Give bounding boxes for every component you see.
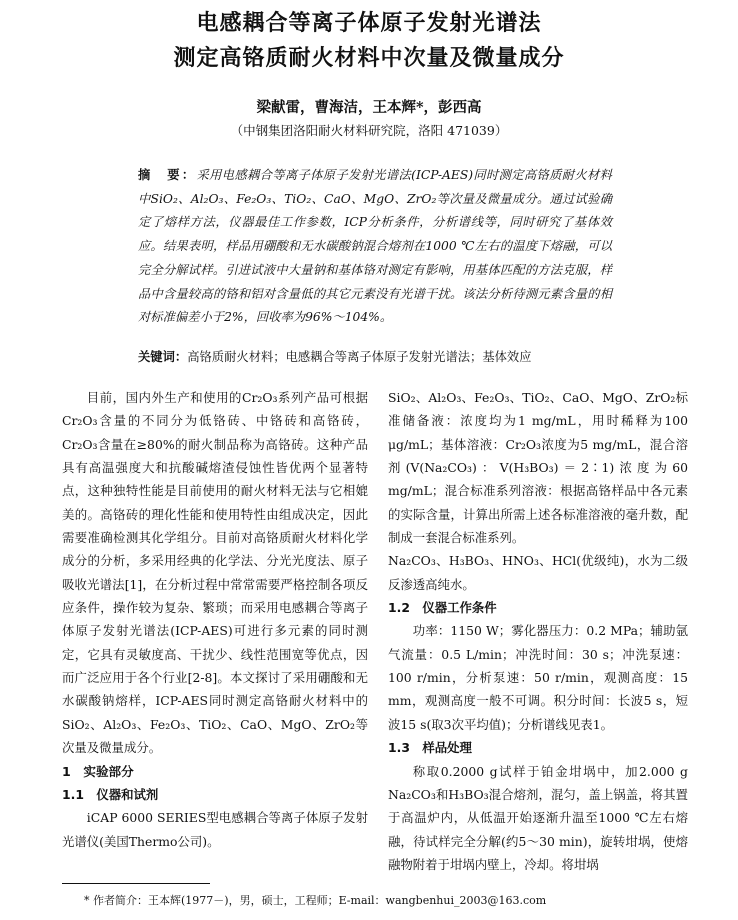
instrument-paragraph: iCAP 6000 SERIES型电感耦合等离子体原子发射光谱仪(美国Thermo公司)。 xyxy=(62,810,368,849)
sample-paragraph: 称取0.2000 g试样于铂金坩埚中，加2.000 g Na₂CO₃和H₃BO₃混合熔剂，混匀，盖上锅盖，将其置于高温炉内，从低温开始逐渐升温至1000 ℃左右熔融，待试样完全分解(约5～30 min)，旋转坩埚，使熔融物附着于坩埚内壁上，冷却。将坩埚 xyxy=(388,763,688,872)
paper-title-line1: 电感耦合等离子体原子发射光谱法 xyxy=(196,11,542,36)
paper-title-line2: 测定高铬质耐火材料中次量及微量成分 xyxy=(173,46,565,71)
keywords-label: 关键词： xyxy=(138,349,188,364)
affiliation: （中钢集团洛阳耐火材料研究院，洛阳 471039） xyxy=(230,123,508,138)
subsection-heading-instruments: 1.1 仪器和试剂 xyxy=(62,786,159,802)
author-footnote: * 作者简介：王本辉(1977－)，男，硕士，工程师；E-mail：wangbenhui_2003@163.com xyxy=(84,894,547,907)
keywords-text: 高铬质耐火材料；电感耦合等离子体原子发射光谱法；基体效应 xyxy=(187,350,532,364)
abstract-label: 摘 要： xyxy=(138,167,197,182)
subsection-heading-conditions: 1.2 仪器工作条件 xyxy=(388,600,497,616)
left-column xyxy=(62,386,368,853)
abstract xyxy=(138,163,612,330)
subsection-heading-sample: 1.3 样品处理 xyxy=(388,740,472,756)
reagents-purity-paragraph: Na₂CO₃、H₃BO₃、HNO₃、HCl(优级纯)，水为二级反渗透高纯水。 xyxy=(388,553,688,592)
author-list: 梁献雷，曹海洁，王本辉*，彭西高 xyxy=(256,99,482,116)
intro-paragraph: 目前，国内外生产和使用的Cr₂O₃系列产品可根据Cr₂O₃含量的不同分为低铬砖、中铬砖和高铬砖，Cr₂O₃含量在≥80%的耐火制品称为高铬砖。这种产品具有高温强度大和抗酸碱熔渣侵蚀性皆优两个显著特点，这种独特性能是目前使用的耐火材料无法与它相媲美的。高铬砖的理化性能和使用特性由组成决定，因此需要准确检测其化学组分。目前对高铬质耐火材料化学成分的分析，多采用经典的化学法、分光光度法、原子吸收光谱法[1]，在分析过程中常常需要严格控制各项反应条件，操作较为复杂、繁琐；而采用电感耦合等离子体原子发射光谱法(ICP-AES)可进行多元素的同时测定，它具有灵敏度高、干扰少、线性范围宽等优点，因而广泛应用于各个行业[2-8]。本文探讨了采用硼酸和无水碳酸钠熔样，ICP-AES同时测定高铬耐火材料中的SiO₂、Al₂O₃、Fe₂O₃、TiO₂、CaO、MgO、ZrO₂等次量及微量成分。 xyxy=(62,390,368,756)
reagents-paragraph: SiO₂、Al₂O₃、Fe₂O₃、TiO₂、CaO、MgO、ZrO₂标准储备液：浓度均为1 mg/mL，用时稀释为100 μg/mL；基体溶液：Cr₂O₃浓度为5 mg/mL，混合溶剂(V(Na₂CO₃)：V(H₃BO₃)＝2∶1)浓度为60 mg/mL；混合标准系列溶液：根据高铬样品中各元素的实际含量，计算出所需上述各标准溶液的毫升数，配制成一套混合标准系列。 xyxy=(388,390,688,546)
right-column xyxy=(388,386,688,876)
conditions-paragraph: 功率：1150 W；雾化器压力：0.2 MPa；辅助氩气流量：0.5 L/min；冲洗时间：30 s；冲洗泵速：100 r/min，分析泵速：50 r/min，观测高度：15 mm，观测高度一般不可调。积分时间：长波5 s，短波15 s(取3次平均值)；分析谱线见表1。 xyxy=(388,623,688,732)
footnote-rule xyxy=(62,883,210,884)
section-heading-experimental: 1 实验部分 xyxy=(62,763,134,779)
keywords xyxy=(138,347,612,367)
abstract-text: 采用电感耦合等离子体原子发射光谱法(ICP-AES)同时测定高铬质耐火材料中SiO₂、Al₂O₃、Fe₂O₃、TiO₂、CaO、MgO、ZrO₂等次量及微量成分。通过试验确定了熔样方法，仪器最佳工作参数，ICP分析条件，分析谱线等，同时研究了基体效应。结果表明，样品用硼酸和无水碳酸钠混合熔剂在1000 ℃左右的温度下熔融，可以完全分解试样。引进试液中大量钠和基体铬对测定有影响，用基体匹配的方法克服，样品中含量较高的铬和铝对含量低的其它元素没有光谱干扰。该法分析待测元素含量的相对标准偏差小于2%，回收率为96%～104%。 xyxy=(138,168,612,325)
